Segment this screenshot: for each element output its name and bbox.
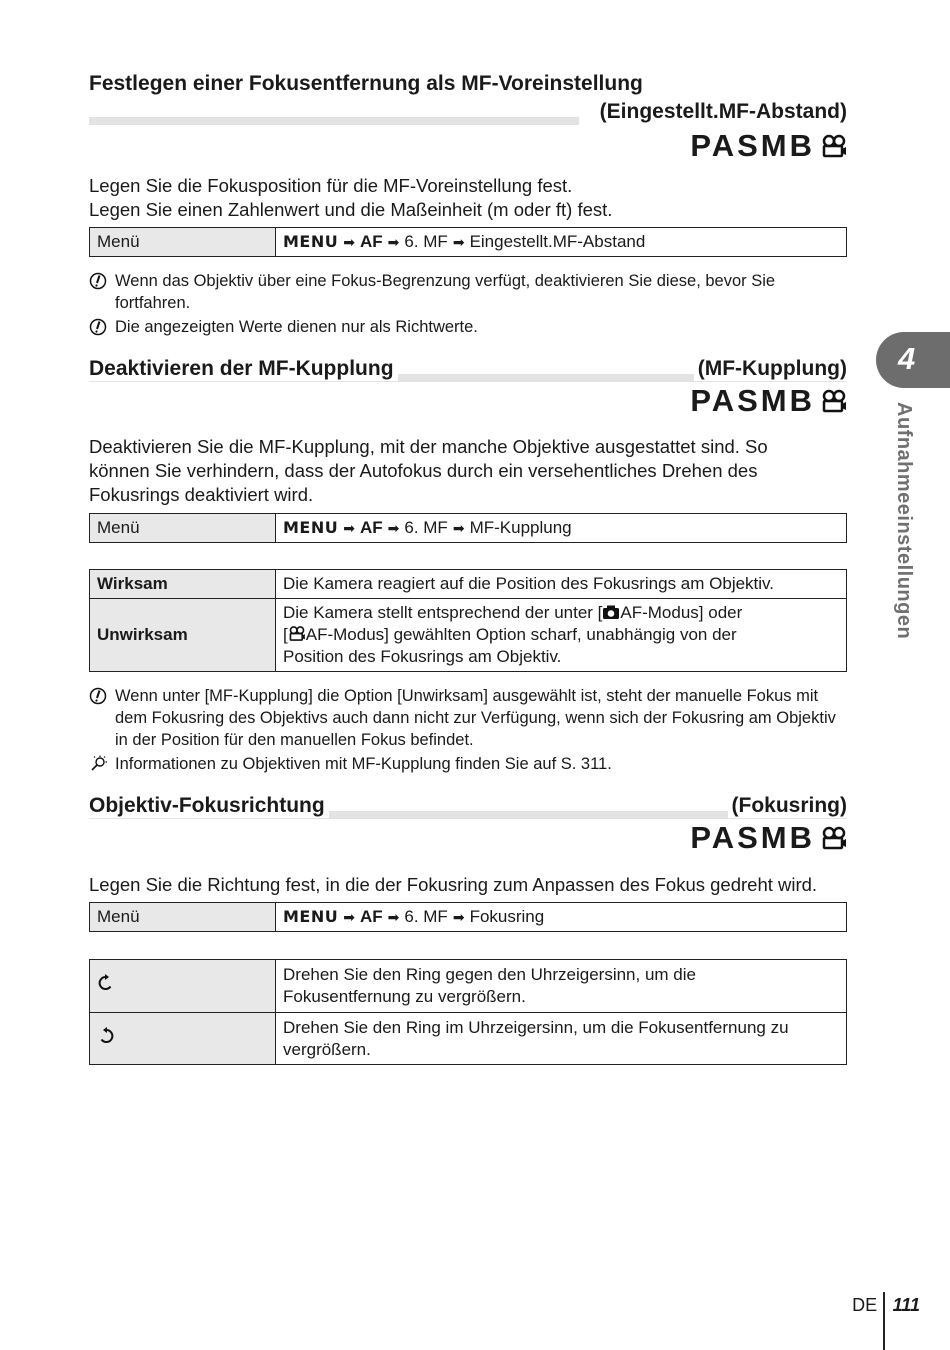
section-3-subtitle: (Fokusring) xyxy=(728,794,848,818)
arrow-right-icon: ➡ xyxy=(452,234,465,250)
section-2-title: Deaktivieren der MF-Kupplung xyxy=(89,357,398,381)
option-key: Unwirksam xyxy=(90,599,276,672)
arrow-right-icon: ➡ xyxy=(387,909,400,925)
option-key xyxy=(90,1013,276,1065)
menu-table-2 xyxy=(89,513,847,543)
options-table-2 xyxy=(89,569,847,672)
table-row xyxy=(90,1013,847,1065)
option-key: Wirksam xyxy=(90,570,276,599)
counterclockwise-icon xyxy=(97,974,115,992)
arrow-right-icon: ➡ xyxy=(452,520,465,536)
camera-icon xyxy=(602,604,620,620)
menu-table-1 xyxy=(89,227,847,257)
caution-note: Wenn das Objektiv über eine Fokus-Begrenzung verfügt, deaktivieren Sie diese, bevor Sie fortfahren. xyxy=(89,270,849,314)
section-1-title: Festlegen einer Fokusentfernung als MF-Voreinstellung xyxy=(89,72,643,95)
option-key xyxy=(90,960,276,1013)
chapter-label: Aufnahmeeinstellungen xyxy=(893,402,915,640)
section-3-paragraph: Legen Sie die Richtung fest, in die der Fokusring zum Anpassen des Fokus gedreht wird. xyxy=(89,874,818,895)
table-row xyxy=(90,570,847,599)
caution-icon xyxy=(89,318,107,336)
option-desc: Drehen Sie den Ring gegen den Uhrzeigersinn, um die Fokusentfernung zu vergrößern. xyxy=(276,960,847,1013)
menu-row xyxy=(90,903,847,932)
tip-icon xyxy=(89,755,107,773)
arrow-right-icon: ➡ xyxy=(343,234,355,250)
menu-label: Menü xyxy=(90,514,276,543)
movie-mode-icon xyxy=(821,388,847,414)
arrow-right-icon: ➡ xyxy=(387,234,400,250)
section-2-paragraph: Deaktivieren Sie die MF-Kupplung, mit der manche Objektive ausgestattet sind. So können Sie verhindern, dass der Autofokus durch ein versehentliches Drehen des Fokusrings deaktiviert wird. xyxy=(89,436,768,505)
footer-divider xyxy=(883,1292,885,1350)
menu-table-3 xyxy=(89,902,847,932)
menu-row xyxy=(90,514,847,543)
movie-icon xyxy=(288,625,306,642)
section-2-subtitle: (MF-Kupplung) xyxy=(694,357,847,381)
menu-row xyxy=(90,228,847,257)
chapter-tab: 4 xyxy=(876,332,950,388)
arrow-right-icon: ➡ xyxy=(343,909,355,925)
movie-mode-icon xyxy=(821,825,847,851)
movie-mode-icon xyxy=(821,133,847,159)
option-desc: Drehen Sie den Ring im Uhrzeigersinn, um die Fokusentfernung zu vergrößern. xyxy=(276,1013,847,1065)
arrow-right-icon: ➡ xyxy=(387,520,400,536)
mode-icons-2: PASMB xyxy=(690,383,847,419)
language-code: DE xyxy=(852,1295,878,1315)
page-footer xyxy=(852,1292,920,1350)
caution-icon xyxy=(89,272,107,290)
tip-note: Informationen zu Objektiven mit MF-Kupplung finden Sie auf S. 311. xyxy=(89,753,849,775)
arrow-right-icon: ➡ xyxy=(452,909,465,925)
mode-icons-1: PASMB xyxy=(690,128,847,164)
section-1-heading xyxy=(89,72,847,128)
mode-icons-3: PASMB xyxy=(690,820,847,856)
table-row xyxy=(90,599,847,672)
menu-path: MENU ➡ AF ➡ 6. MF ➡ MF-Kupplung xyxy=(276,514,847,543)
clockwise-icon xyxy=(97,1027,115,1045)
caution-note: Die angezeigten Werte dienen nur als Richtwerte. xyxy=(89,316,849,338)
page-number: 111 xyxy=(892,1295,920,1315)
caution-note: Wenn unter [MF-Kupplung] die Option [Unwirksam] ausgewählt ist, steht der manuelle Fokus mit dem Fokusring des Objektivs auch dann nicht zur Verfügung, wenn sich der Fokusring am Objektiv in der Position für den manuellen Fokus befindet. xyxy=(89,685,849,751)
section-1-subtitle: (Eingestellt.MF-Abstand) xyxy=(599,100,847,123)
options-table-3 xyxy=(89,959,847,1065)
option-desc: Die Kamera reagiert auf die Position des Fokusrings am Objektiv. xyxy=(276,570,847,599)
menu-label: Menü xyxy=(90,903,276,932)
menu-path: MENU ➡ AF ➡ 6. MF ➡ Fokusring xyxy=(276,903,847,932)
menu-path: MENU ➡ AF ➡ 6. MF ➡ Eingestellt.MF-Abstand xyxy=(276,228,847,257)
menu-label: Menü xyxy=(90,228,276,257)
arrow-right-icon: ➡ xyxy=(343,520,355,536)
option-desc: Die Kamera stellt entsprechend der unter [ AF-Modus] oder [ AF-Modus] gewählten Option scharf, unabhängig von der Position des Fokusrings am Objektiv. xyxy=(276,599,847,672)
caution-icon xyxy=(89,687,107,705)
section-1-paragraph: Legen Sie die Fokusposition für die MF-Voreinstellung fest. Legen Sie einen Zahlenwert und die Maßeinheit (m oder ft) fest. xyxy=(89,175,613,220)
section-3-title: Objektiv-Fokusrichtung xyxy=(89,794,329,818)
table-row xyxy=(90,960,847,1013)
